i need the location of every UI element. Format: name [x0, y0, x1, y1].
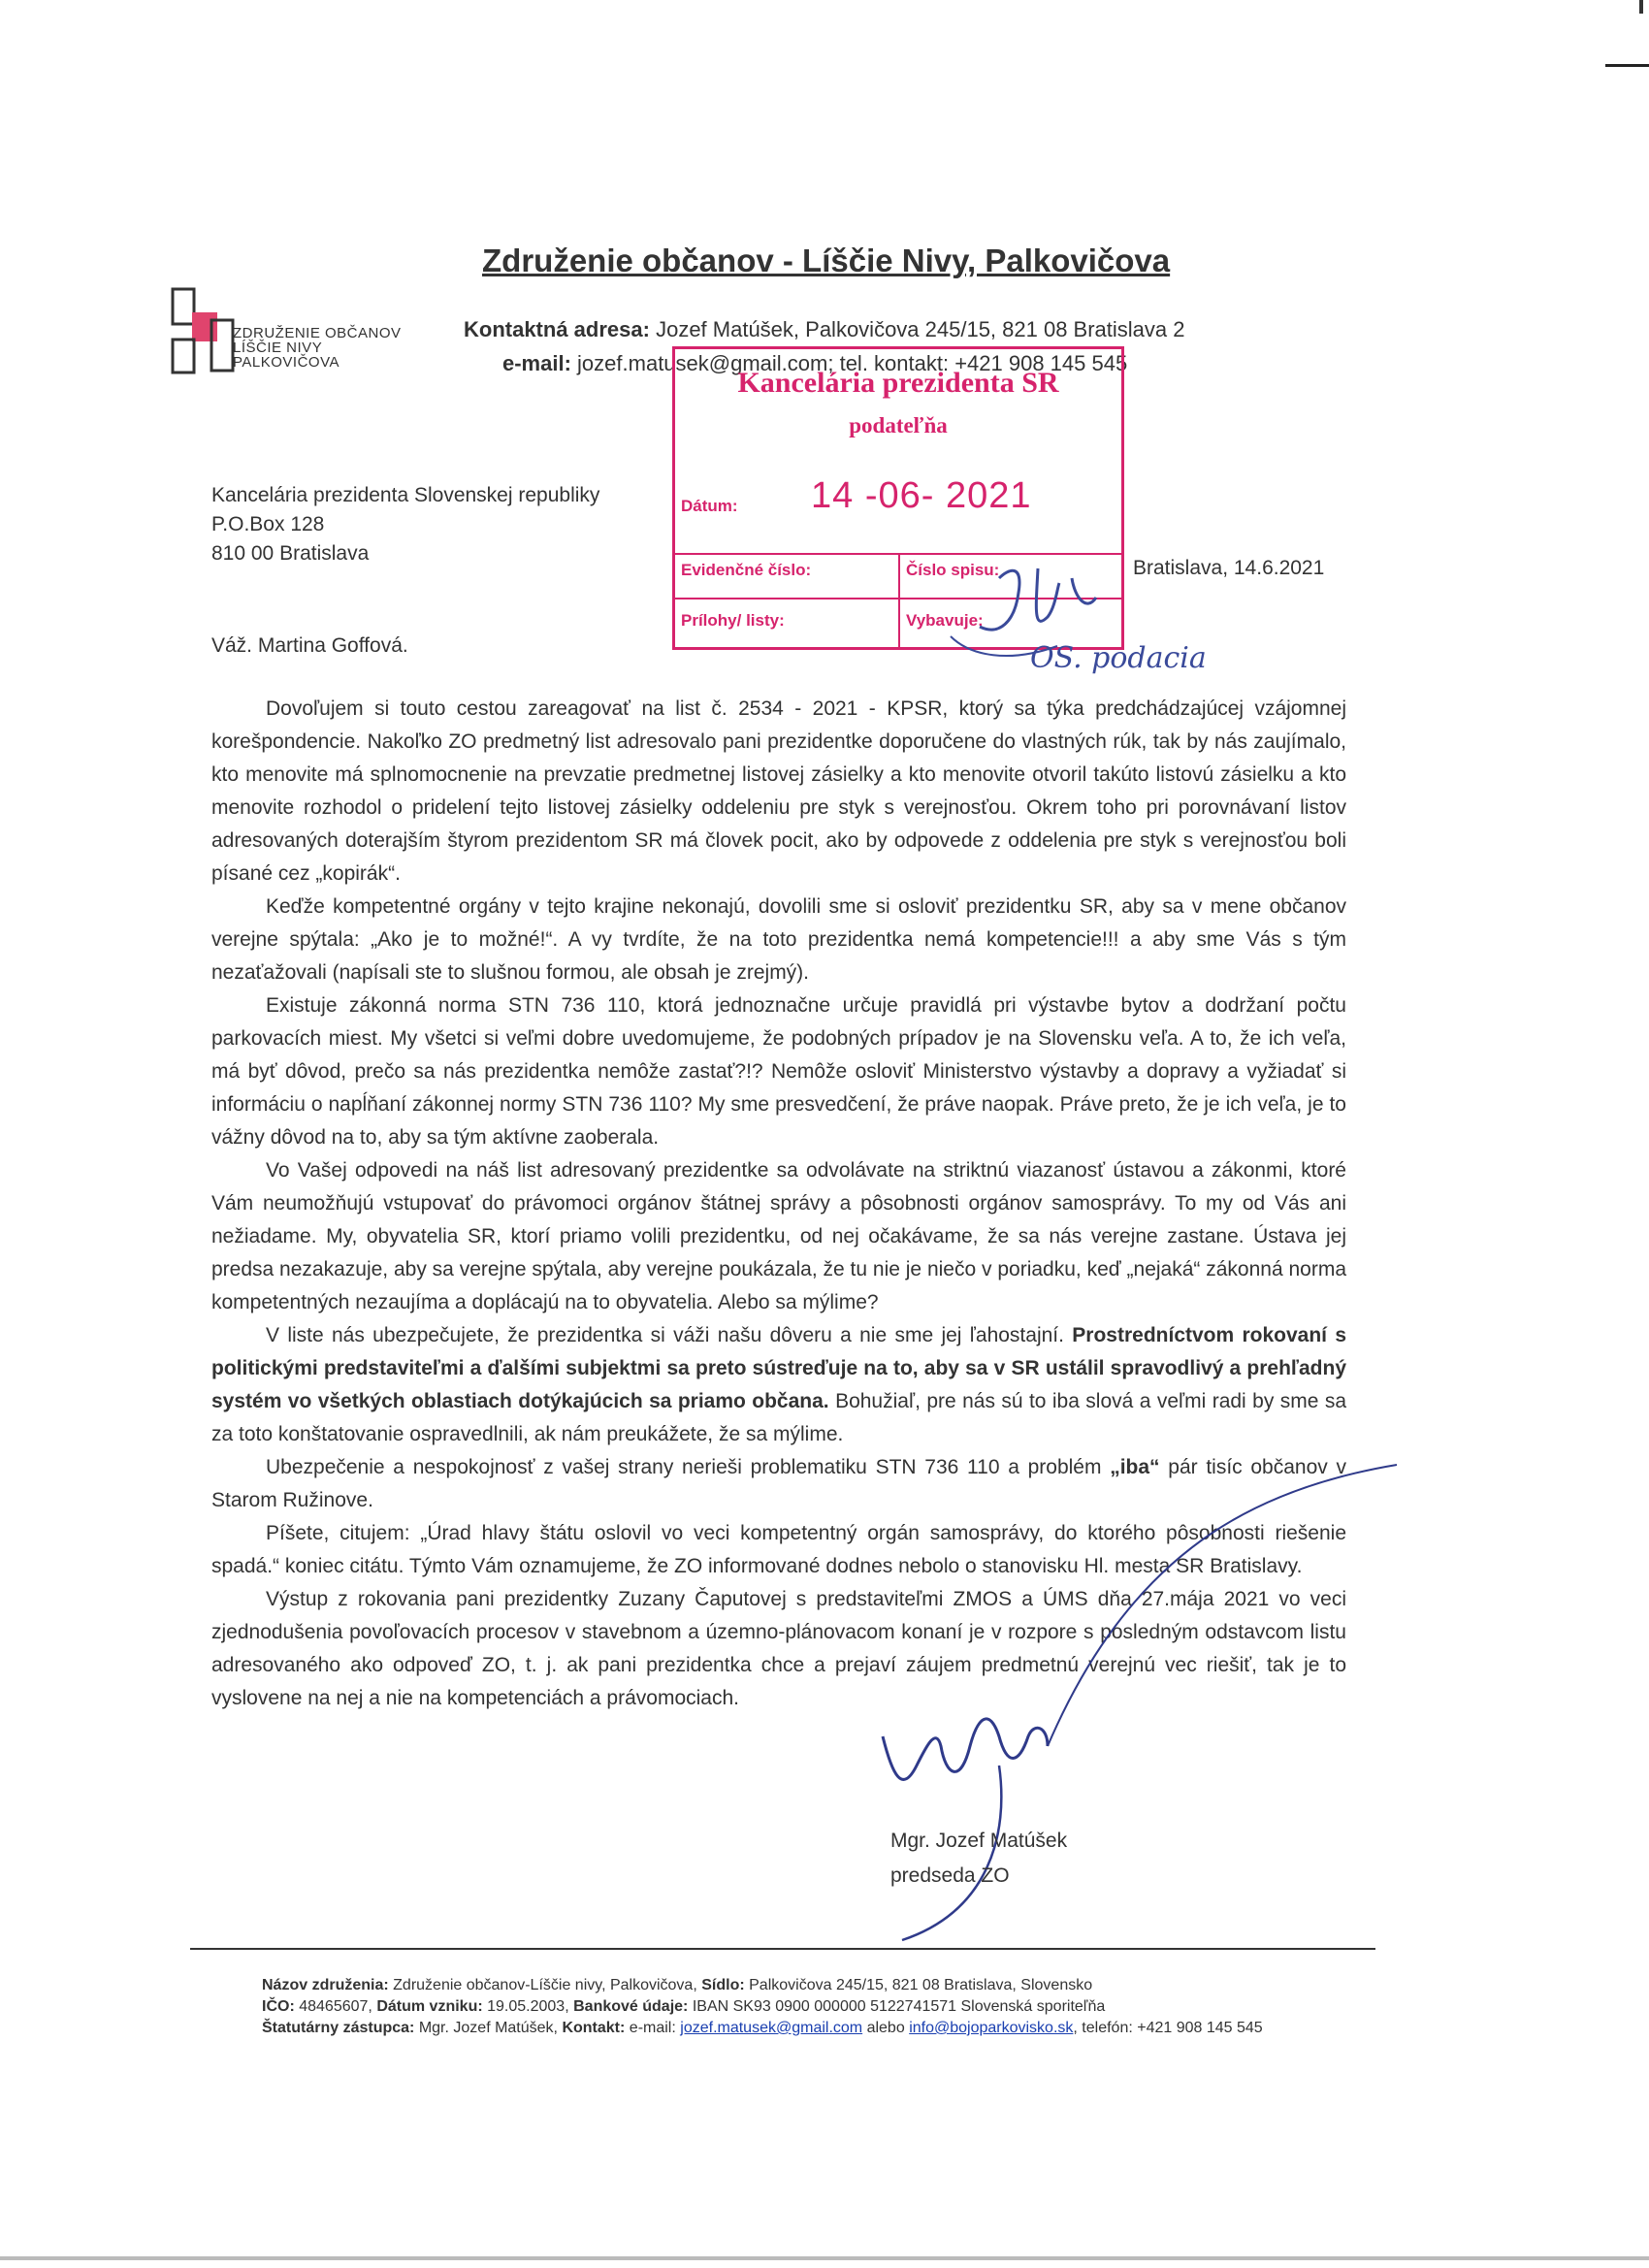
footer: Názov združenia: Združenie občanov-Líščie nivy, Palkovičova, Sídlo: Palkovičova 245/15, 821 08 Bratislava, Slovensko IČO: 48465607, Dátum vzniku: 19.05.2003, Bankové údaje: IBAN SK93 0900 000000 5122741571 Slovenská sporiteľňa Štatutárny zástupca: Mgr. Jozef Matúšek, Kontakt: e-mail: jozef.matusek@gmail.com alebo info@bojoparkovisko.sk, telefón: +421 908 145 545: [262, 1977, 1263, 2036]
place-date: Bratislava, 14.6.2021: [1133, 557, 1325, 579]
logo-line: LÍŠČIE NIVY: [233, 340, 323, 356]
paragraph: Píšete, citujem: „Úrad hlavy štátu oslovil vo veci kompetentný orgán samosprávy, do ktorého pôsobnosti riešenie spadá.“ koniec citátu. Týmto Vám oznamujeme, že ZO informované dodnes nebolo o stanovisku Hl. mesta SR Bratislavy.: [211, 1522, 1346, 1577]
stamp-subtitle: podateľňa: [849, 413, 948, 437]
salutation: Váž. Martina Goffová.: [211, 634, 408, 657]
paragraph: Vo Vašej odpovedi na náš list adresovaný prezidentke sa odvolávate na striktnú viazanosť ústavou a zákonmi, ktoré Vám neumožňujú vstupovať do právomoci orgánov štátnej správy a pôsobnosti orgánov samosprávy. To my od Vás ani nežiadame. My, obyvatelia SR, ktorí priamo volili prezidentku, od nej očakávame, že sa nás verejne zastane. Ústava jej predsa nezakazuje, aby sa verejne spýtala, aby verejne poukázala, že tu nie je niečo v poriadku, keď „nejaká“ zákonná norma kompetentných nezaujíma a doplácajú na to obyvatelia. Alebo sa mýlime?: [211, 1159, 1346, 1313]
organization-logo-icon: [167, 285, 235, 380]
paragraph: Dovoľujem si touto cestou zareagovať na list č. 2534 - 2021 - KPSR, ktorý sa týka predchádzajúcej vzájomnej korešpondencie. Nakoľko ZO predmetný list adresovalo pani prezidentke doporučene do vlastných rúk, tak by nás zaujímalo, kto menovite má splnomocnenie na prevzatie predmetnej listovej zásielky a kto menovite otvoril takúto listovú zásielku a kto menovite rozhodol o pridelení tejto listovej zásielky oddeleniu pre styk s verejnosťou. Okrem toho pri porovnávaní listov adresovaných doterajším štyrom prezidentom SR má človek pocit, ako by odpovede z oddelenia pre styk s verejnosťou boli písané cez „kopirák“.: [211, 697, 1346, 885]
stamp-cislo-spisu-label: Číslo spisu:: [906, 561, 1000, 579]
logo-text: [233, 326, 402, 370]
paragraph: V liste nás ubezpečujete, že prezidentka si váži našu dôveru a nie sme jej ľahostajní. Prostredníctvom rokovaní s politickými predstaviteľmi a ďalšími subjektmi sa preto sústreďuje na to, aby sa v SR ustálil spravodlivý a prehľadný systém vo všetkých oblastiach dotýkajúcich sa priamo občana. Bohužiaľ, pre nás sú to iba slová a veľmi radi by sme sa za toto konštatovanie ospravedlnili, ak nám preukážete, že sa mýlime.: [211, 1324, 1347, 1445]
footer-email-link[interactable]: jozef.matusek@gmail.com: [680, 2020, 863, 2036]
stamp-prilohy-label: Prílohy/ listy:: [681, 611, 785, 630]
recipient-address: [211, 481, 599, 568]
stamp-evidencne-label: Evidenčné číslo:: [681, 561, 812, 579]
paragraph: Ubezpečenie a nespokojnosť z vašej strany nerieši problematiku STN 736 110 a problém „iba“ pár tisíc občanov v Starom Ružinove.: [211, 1456, 1346, 1511]
signatory-name: Mgr. Jozef Matúšek: [890, 1830, 1068, 1852]
stamp-date-label: Dátum:: [681, 497, 738, 515]
recipient-line: 810 00 Bratislava: [211, 542, 370, 565]
bold-word: „iba“: [1110, 1456, 1160, 1478]
letterhead-title: Združenie občanov - Líščie Nivy, Palkovičova: [482, 243, 1171, 278]
signature-block: [890, 1824, 1067, 1894]
scan-edge-mark: [1605, 64, 1649, 67]
paragraph: Existuje zákonná norma STN 736 110, ktorá jednoznačne určuje pravidlá pri výstavbe bytov a dodržaní počtu parkovacích miest. My všetci si veľmi dobre uvedomujeme, že podobných prípadov je na Slovensku veľa. A to, že ich veľa, má byť dôvod, prečo sa nás prezidentka nemôže zastať?!? Nemôže osloviť Ministerstvo výstavby a dopravy a vyžiadať si informáciu o napĺňaní zákonnej normy STN 736 110? My sme presvedčení, že práve naopak. Práve preto, že je ich veľa, je to vážny dôvod na to, aby sa tým aktívne zaoberala.: [211, 994, 1346, 1149]
scan-edge-mark: [0, 2256, 1649, 2260]
stamp-date-value: 14 -06- 2021: [811, 475, 1032, 516]
logo-line: ZDRUŽENIE OBČANOV: [233, 325, 402, 341]
paragraph: Keďže kompetentné orgány v tejto krajine nekonajú, dovolili sme si osloviť prezidentku SR, aby sa v mene občanov verejne spýtala: „Ako je to možné!“. A vy tvrdíte, že na toto prezidentka nemá kompetencie!!! a aby sme Vás s tým nezaťažovali (napísali ste to slušnou formou, ale obsah je zrejmý).: [211, 895, 1346, 984]
footer-email-link[interactable]: info@bojoparkovisko.sk: [909, 2020, 1074, 2036]
bold-quote: Prostredníctvom rokovaní s politickými predstaviteľmi a ďalšími subjektmi sa preto sústreďuje na to, aby sa v SR ustálil spravodlivý a prehľadný systém vo všetkých oblastiach dotýkajúcich sa priamo občana.: [211, 1324, 1347, 1412]
signatory-role: predseda ZO: [890, 1864, 1010, 1887]
contact-address: Jozef Matúšek, Palkovičova 245/15, 821 08 Bratislava 2: [656, 317, 1185, 341]
footer-divider: [190, 1948, 1375, 1950]
recipient-line: Kancelária prezidenta Slovenskej republiky: [211, 484, 600, 506]
logo-line: PALKOVIČOVA: [233, 354, 340, 371]
email-value: jozef.matusek@gmail.com; tel. kontakt: +421 908 145 545: [577, 351, 1128, 375]
email-label: e-mail:: [502, 351, 571, 375]
scan-edge-mark: [1639, 0, 1643, 14]
stamp-handwritten-note: OS. podacia: [1030, 641, 1207, 675]
stamp-title: Kancelária prezidenta SR: [737, 367, 1059, 399]
recipient-line: P.O.Box 128: [211, 513, 325, 535]
contact-label: Kontaktná adresa:: [464, 317, 650, 341]
stamp-vybavuje-label: Vybavuje:: [906, 611, 984, 630]
paragraph: Výstup z rokovania pani prezidentky Zuzany Čaputovej s predstaviteľmi ZMOS a ÚMS dňa 27.mája 2021 vo veci zjednodušenia povoľovacích procesov v stavebnom a územno-plánovacom konaní je v rozpore s posledným odstavcom listu adresovaného ako odpoveď ZO, t. j. ak pani prezidentka chce a prejaví záujem predmetnú verejnú vec riešiť, tak je to vyslovene na nej a nie na kompetenciách a právomociach.: [211, 1588, 1346, 1709]
